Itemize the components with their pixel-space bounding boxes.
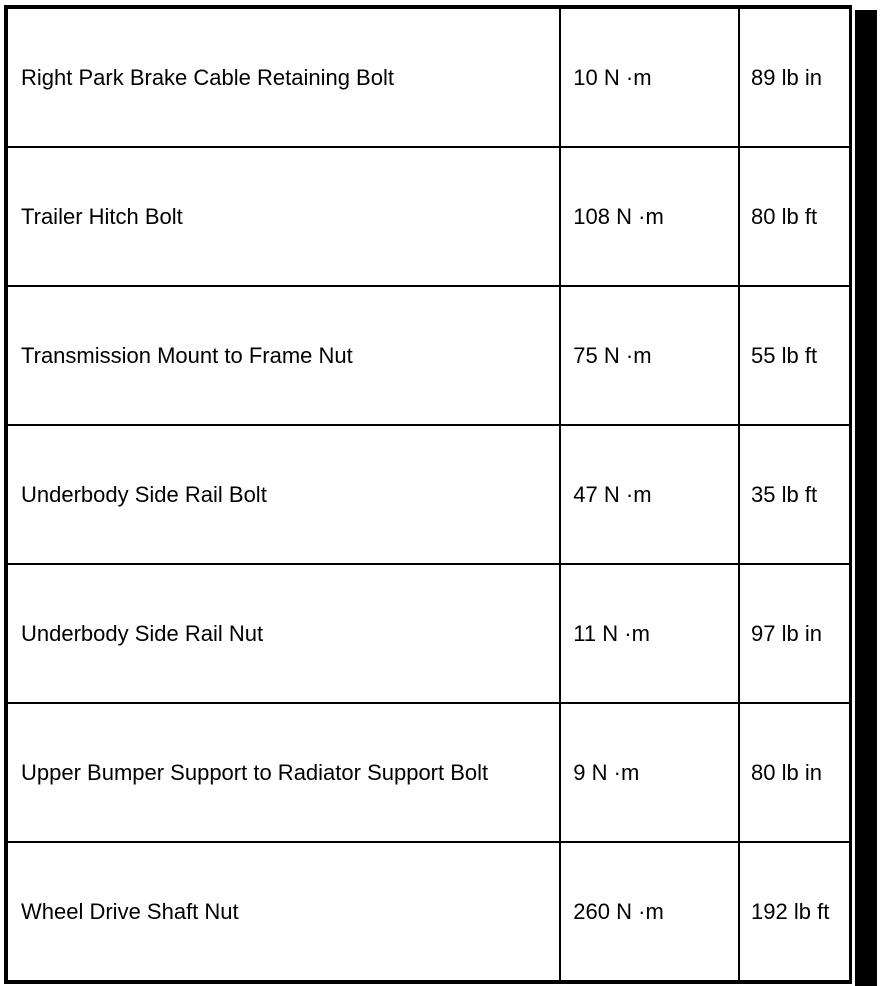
table-row — [6, 842, 851, 982]
application-cell: Right Park Brake Cable Retaining Bolt — [6, 7, 560, 147]
metric-value-cell: 75 N ·m — [560, 286, 739, 425]
torque-spec-table — [4, 5, 852, 984]
metric-value-cell: 47 N ·m — [560, 425, 739, 564]
table-row — [6, 425, 851, 564]
english-value-cell: 192 lb ft — [739, 842, 850, 982]
application-cell: Underbody Side Rail Nut — [6, 564, 560, 703]
application-cell: Transmission Mount to Frame Nut — [6, 286, 560, 425]
table-row — [6, 147, 851, 286]
application-cell: Upper Bumper Support to Radiator Support Bolt — [6, 703, 560, 842]
english-value-cell: 97 lb in — [739, 564, 850, 703]
table-row — [6, 7, 851, 147]
metric-value-cell: 9 N ·m — [560, 703, 739, 842]
english-value-cell: 35 lb ft — [739, 425, 850, 564]
english-value-cell: 80 lb in — [739, 703, 850, 842]
english-value-cell: 89 lb in — [739, 7, 850, 147]
application-cell: Trailer Hitch Bolt — [6, 147, 560, 286]
table-row — [6, 286, 851, 425]
metric-value-cell: 10 N ·m — [560, 7, 739, 147]
table-row — [6, 564, 851, 703]
application-cell: Wheel Drive Shaft Nut — [6, 842, 560, 982]
page-edge-bar — [855, 10, 877, 986]
table-row — [6, 703, 851, 842]
metric-value-cell: 260 N ·m — [560, 842, 739, 982]
english-value-cell: 80 lb ft — [739, 147, 850, 286]
metric-value-cell: 108 N ·m — [560, 147, 739, 286]
application-cell: Underbody Side Rail Bolt — [6, 425, 560, 564]
english-value-cell: 55 lb ft — [739, 286, 850, 425]
metric-value-cell: 11 N ·m — [560, 564, 739, 703]
